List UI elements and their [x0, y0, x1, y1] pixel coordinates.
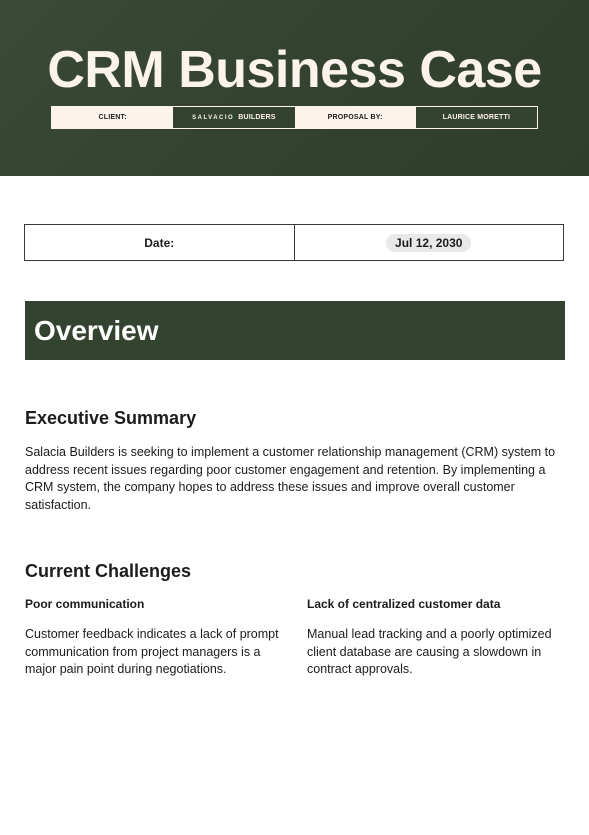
- date-value-cell: [294, 225, 564, 260]
- header-banner: [0, 0, 589, 176]
- executive-summary-heading: Executive Summary: [25, 408, 197, 428]
- date-value[interactable]: Jul 12, 2030: [386, 234, 471, 252]
- proposal-meta-bar: [51, 106, 538, 129]
- client-value-name: BUILDERS: [238, 114, 276, 121]
- date-row: [24, 224, 564, 261]
- client-label: CLIENT:: [52, 107, 173, 128]
- challenge-title-2: Lack of centralized customer data: [307, 597, 501, 611]
- current-challenges-heading: Current Challenges: [25, 561, 192, 581]
- challenge-text-1: Customer feedback indicates a lack of prompt communication from project managers is a major pain point during negotiations.: [25, 627, 279, 676]
- page-title: CRM Business Case: [47, 41, 542, 99]
- executive-summary-text[interactable]: [25, 444, 560, 514]
- challenge-title-1: Poor communication: [25, 597, 145, 611]
- overview-section-band: [25, 301, 565, 360]
- proposal-value: LAURICE MORETTI: [416, 107, 537, 128]
- client-value-prefix: SALVACIO: [192, 114, 235, 121]
- overview-title: Overview: [34, 314, 159, 346]
- client-value: [173, 107, 294, 128]
- executive-summary-body: Salacia Builders is seeking to implement a customer relationship management (CRM) system to address recent issues regarding poor customer engagement and retention. By implementing a CRM system, the company hopes to address these issues and improve overall customer satisfaction.: [25, 445, 556, 512]
- challenge-text-2: Manual lead tracking and a poorly optimized client database are causing a slowdown in contract approvals.: [307, 627, 552, 676]
- proposal-label: PROPOSAL BY:: [295, 107, 416, 128]
- date-label: Date:: [144, 235, 175, 250]
